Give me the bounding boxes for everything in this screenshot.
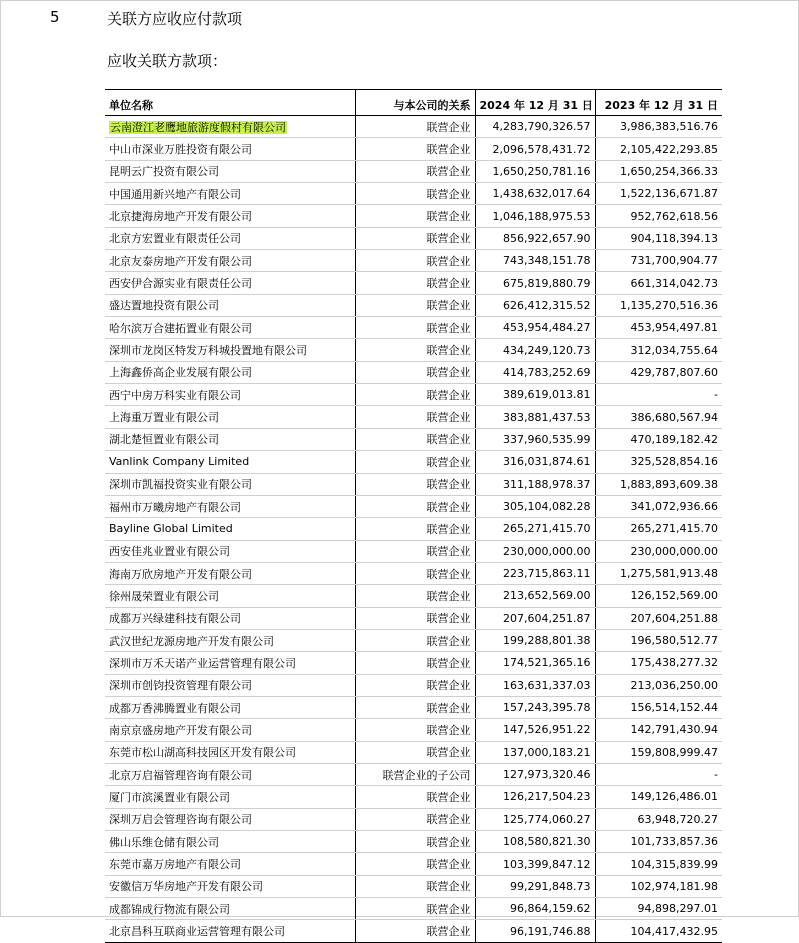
- cell-2023-amount: 1,650,254,366.33: [595, 160, 722, 182]
- cell-company-name: [105, 317, 355, 339]
- cell-2024-amount: 174,521,365.16: [475, 652, 595, 674]
- company-name-text: 成都锦成行物流有限公司: [109, 902, 230, 916]
- table-row: [105, 607, 722, 629]
- cell-relationship: 联营企业: [355, 808, 475, 830]
- cell-2024-amount: 2,096,578,431.72: [475, 138, 595, 160]
- cell-2024-amount: 199,288,801.38: [475, 629, 595, 651]
- cell-2024-amount: 414,783,252.69: [475, 361, 595, 383]
- cell-relationship: 联营企业: [355, 562, 475, 584]
- cell-relationship: 联营企业: [355, 540, 475, 562]
- cell-relationship: 联营企业: [355, 920, 475, 942]
- cell-relationship: 联营企业: [355, 741, 475, 763]
- cell-2024-amount: 337,960,535.99: [475, 428, 595, 450]
- cell-relationship: 联营企业: [355, 786, 475, 808]
- company-name-text: 徐州晟荣置业有限公司: [109, 589, 219, 603]
- table-row: [105, 786, 722, 808]
- cell-relationship: 联营企业: [355, 428, 475, 450]
- cell-2023-amount: 159,808,999.47: [595, 741, 722, 763]
- cell-relationship: 联营企业: [355, 116, 475, 138]
- table-row: [105, 250, 722, 272]
- cell-relationship: 联营企业: [355, 160, 475, 182]
- cell-2024-amount: 96,191,746.88: [475, 920, 595, 942]
- table-row: [105, 719, 722, 741]
- cell-relationship: 联营企业: [355, 495, 475, 517]
- cell-2023-amount: 175,438,277.32: [595, 652, 722, 674]
- company-name-text: 厦门市滨溪置业有限公司: [109, 790, 230, 804]
- cell-2024-amount: 96,864,159.62: [475, 898, 595, 920]
- cell-company-name: [105, 652, 355, 674]
- cell-relationship: 联营企业: [355, 585, 475, 607]
- cell-relationship: 联营企业: [355, 361, 475, 383]
- table-row: [105, 629, 722, 651]
- cell-relationship: 联营企业: [355, 384, 475, 406]
- cell-2024-amount: 626,412,315.52: [475, 294, 595, 316]
- cell-relationship: 联营企业: [355, 294, 475, 316]
- cell-2023-amount: 63,948,720.27: [595, 808, 722, 830]
- cell-company-name: [105, 294, 355, 316]
- cell-2024-amount: 453,954,484.27: [475, 317, 595, 339]
- company-name-text: 湖北楚恒置业有限公司: [109, 433, 219, 447]
- cell-2024-amount: 125,774,060.27: [475, 808, 595, 830]
- company-name-text: Bayline Global Limited: [109, 522, 233, 536]
- cell-2024-amount: 1,650,250,781.16: [475, 160, 595, 182]
- cell-relationship: 联营企业: [355, 339, 475, 361]
- cell-company-name: [105, 518, 355, 540]
- cell-2024-amount: 316,031,874.61: [475, 451, 595, 473]
- cell-2024-amount: 127,973,320.46: [475, 763, 595, 785]
- cell-relationship: 联营企业: [355, 518, 475, 540]
- cell-relationship: 联营企业: [355, 406, 475, 428]
- cell-2023-amount: 104,417,432.95: [595, 920, 722, 942]
- cell-2023-amount: 661,314,042.73: [595, 272, 722, 294]
- cell-company-name: [105, 495, 355, 517]
- cell-relationship: 联营企业: [355, 317, 475, 339]
- cell-2023-amount: 230,000,000.00: [595, 540, 722, 562]
- company-name-text: 北京方宏置业有限责任公司: [109, 232, 241, 246]
- cell-company-name: [105, 696, 355, 718]
- cell-company-name: [105, 384, 355, 406]
- table-row: [105, 317, 722, 339]
- header-company-name: 单位名称: [105, 90, 355, 116]
- cell-relationship: 联营企业: [355, 250, 475, 272]
- cell-company-name: [105, 272, 355, 294]
- cell-2024-amount: 675,819,880.79: [475, 272, 595, 294]
- cell-company-name: [105, 629, 355, 651]
- cell-2024-amount: 213,652,569.00: [475, 585, 595, 607]
- cell-2024-amount: 157,243,395.78: [475, 696, 595, 718]
- company-name-text: 北京万启福管理咨询有限公司: [109, 768, 252, 782]
- cell-2023-amount: -: [595, 384, 722, 406]
- company-name-text: 深圳市万禾天诺产业运营管理有限公司: [109, 656, 296, 670]
- table-row: [105, 384, 722, 406]
- cell-2023-amount: 1,275,581,913.48: [595, 562, 722, 584]
- receivables-table: [105, 89, 722, 943]
- cell-2024-amount: 305,104,082.28: [475, 495, 595, 517]
- cell-company-name: [105, 138, 355, 160]
- company-name-text: 北京捷海房地产开发有限公司: [109, 210, 252, 224]
- cell-company-name: [105, 160, 355, 182]
- cell-relationship: 联营企业: [355, 205, 475, 227]
- table-row: [105, 160, 722, 182]
- cell-2024-amount: 856,922,657.90: [475, 227, 595, 249]
- table-row: [105, 428, 722, 450]
- company-name-text: 上海重万置业有限公司: [109, 411, 219, 425]
- table-row: [105, 875, 722, 897]
- table-row: [105, 652, 722, 674]
- cell-2024-amount: 383,881,437.53: [475, 406, 595, 428]
- cell-2023-amount: 207,604,251.88: [595, 607, 722, 629]
- table-row: [105, 763, 722, 785]
- cell-company-name: [105, 607, 355, 629]
- cell-company-name: [105, 585, 355, 607]
- header-2023: 2023 年 12 月 31 日: [595, 90, 722, 116]
- cell-2023-amount: 265,271,415.70: [595, 518, 722, 540]
- company-name-text: 西安伊合源实业有限责任公司: [109, 277, 252, 291]
- table-row: [105, 808, 722, 830]
- company-name-text: 成都万香沸腾置业有限公司: [109, 701, 241, 715]
- table-row: [105, 696, 722, 718]
- company-name-text: 云南澄江老鹰地旅游度假村有限公司: [110, 120, 286, 134]
- company-name-text: 西宁中房万科实业有限公司: [109, 388, 241, 402]
- cell-2024-amount: 126,217,504.23: [475, 786, 595, 808]
- cell-2023-amount: 952,762,618.56: [595, 205, 722, 227]
- cell-2023-amount: 156,514,152.44: [595, 696, 722, 718]
- cell-company-name: [105, 875, 355, 897]
- cell-2023-amount: 904,118,394.13: [595, 227, 722, 249]
- cell-2023-amount: 731,700,904.77: [595, 250, 722, 272]
- company-name-text: 深圳万启会管理咨询有限公司: [109, 813, 252, 827]
- table-row: [105, 831, 722, 853]
- company-name-text: 中山市深业万胜投资有限公司: [109, 143, 252, 157]
- company-name-text: 成都万兴绿建科技有限公司: [109, 612, 241, 626]
- cell-company-name: [105, 473, 355, 495]
- company-name-text: 佛山乐维仓储有限公司: [109, 835, 219, 849]
- cell-2024-amount: 311,188,978.37: [475, 473, 595, 495]
- cell-company-name: [105, 183, 355, 205]
- cell-2023-amount: 386,680,567.94: [595, 406, 722, 428]
- cell-company-name: [105, 831, 355, 853]
- company-name-text: 武汉世纪龙源房地产开发有限公司: [109, 634, 274, 648]
- company-name-text: 福州市万曦房地产有限公司: [109, 500, 241, 514]
- cell-company-name: [105, 250, 355, 272]
- cell-relationship: 联营企业: [355, 674, 475, 696]
- cell-2023-amount: 470,189,182.42: [595, 428, 722, 450]
- cell-2023-amount: 1,135,270,516.36: [595, 294, 722, 316]
- company-name-text: 中国通用新兴地产有限公司: [109, 187, 241, 201]
- cell-2023-amount: 213,036,250.00: [595, 674, 722, 696]
- cell-company-name: [105, 227, 355, 249]
- company-name-text: 东莞市嘉万房地产有限公司: [109, 858, 241, 872]
- cell-company-name: [105, 719, 355, 741]
- company-name-text: 安徽信万华房地产开发有限公司: [109, 880, 263, 894]
- cell-company-name: [105, 763, 355, 785]
- cell-2024-amount: 230,000,000.00: [475, 540, 595, 562]
- cell-2023-amount: 453,954,497.81: [595, 317, 722, 339]
- table-row: [105, 406, 722, 428]
- cell-company-name: [105, 205, 355, 227]
- company-name-text: 深圳市凯福投资实业有限公司: [109, 478, 252, 492]
- cell-2024-amount: 163,631,337.03: [475, 674, 595, 696]
- company-name-text: 哈尔滨万合建拓置业有限公司: [109, 321, 252, 335]
- cell-company-name: [105, 116, 355, 138]
- table-row: [105, 272, 722, 294]
- cell-2024-amount: 137,000,183.21: [475, 741, 595, 763]
- cell-2023-amount: 429,787,807.60: [595, 361, 722, 383]
- cell-2024-amount: 147,526,951.22: [475, 719, 595, 741]
- cell-relationship: 联营企业: [355, 138, 475, 160]
- table-row: [105, 518, 722, 540]
- cell-relationship: 联营企业的子公司: [355, 763, 475, 785]
- cell-2023-amount: -: [595, 763, 722, 785]
- table-row: [105, 361, 722, 383]
- table-row: [105, 562, 722, 584]
- cell-2024-amount: 207,604,251.87: [475, 607, 595, 629]
- section-title: 关联方应收应付款项: [107, 10, 243, 28]
- cell-company-name: [105, 361, 355, 383]
- cell-relationship: 联营企业: [355, 607, 475, 629]
- cell-company-name: [105, 853, 355, 875]
- cell-2023-amount: 102,974,181.98: [595, 875, 722, 897]
- cell-2023-amount: 341,072,936.66: [595, 495, 722, 517]
- company-name-text: 东莞市松山湖高科技园区开发有限公司: [109, 746, 296, 760]
- cell-2024-amount: 265,271,415.70: [475, 518, 595, 540]
- cell-company-name: [105, 674, 355, 696]
- cell-relationship: 联营企业: [355, 227, 475, 249]
- cell-2023-amount: 1,883,893,609.38: [595, 473, 722, 495]
- cell-relationship: 联营企业: [355, 272, 475, 294]
- table-row: [105, 674, 722, 696]
- cell-company-name: [105, 406, 355, 428]
- company-name-text: 海南万欣房地产开发有限公司: [109, 567, 252, 581]
- table-row: [105, 495, 722, 517]
- table-row: [105, 138, 722, 160]
- cell-2023-amount: 2,105,422,293.85: [595, 138, 722, 160]
- cell-2024-amount: 108,580,821.30: [475, 831, 595, 853]
- cell-company-name: [105, 808, 355, 830]
- cell-relationship: 联营企业: [355, 629, 475, 651]
- company-name-text: 盛达置地投资有限公司: [109, 299, 219, 313]
- cell-2024-amount: 103,399,847.12: [475, 853, 595, 875]
- cell-relationship: 联营企业: [355, 473, 475, 495]
- company-name-text: 南京京盛房地产开发有限公司: [109, 723, 252, 737]
- cell-relationship: 联营企业: [355, 875, 475, 897]
- cell-2024-amount: 1,046,188,975.53: [475, 205, 595, 227]
- cell-company-name: [105, 562, 355, 584]
- cell-company-name: [105, 920, 355, 942]
- cell-company-name: [105, 741, 355, 763]
- company-name-text: 昆明云广投资有限公司: [109, 165, 219, 179]
- table-row: [105, 451, 722, 473]
- table-header-row: [105, 90, 722, 116]
- table-row: [105, 339, 722, 361]
- company-name-text: 西安佳兆业置业有限公司: [109, 545, 230, 559]
- cell-company-name: [105, 428, 355, 450]
- company-name-text: 北京昌科互联商业运营管理有限公司: [109, 925, 285, 939]
- cell-relationship: 联营企业: [355, 451, 475, 473]
- table-row: [105, 294, 722, 316]
- company-name-text: 上海鑫侨高企业发展有限公司: [109, 366, 252, 380]
- company-name-text: 北京友泰房地产开发有限公司: [109, 254, 252, 268]
- cell-2024-amount: 434,249,120.73: [475, 339, 595, 361]
- cell-relationship: 联营企业: [355, 831, 475, 853]
- table-row: [105, 183, 722, 205]
- company-name-text: Vanlink Company Limited: [109, 455, 250, 469]
- cell-relationship: 联营企业: [355, 183, 475, 205]
- table-row: [105, 540, 722, 562]
- cell-company-name: [105, 451, 355, 473]
- cell-2023-amount: 3,986,383,516.76: [595, 116, 722, 138]
- cell-2024-amount: 389,619,013.81: [475, 384, 595, 406]
- subsection-title: 应收关联方款项：: [107, 52, 228, 70]
- cell-2023-amount: 149,126,486.01: [595, 786, 722, 808]
- cell-2024-amount: 223,715,863.11: [475, 562, 595, 584]
- cell-2023-amount: 142,791,430.94: [595, 719, 722, 741]
- cell-2023-amount: 126,152,569.00: [595, 585, 722, 607]
- table-row: [105, 920, 722, 942]
- cell-2023-amount: 101,733,857.36: [595, 831, 722, 853]
- table-row: [105, 585, 722, 607]
- header-2024: 2024 年 12 月 31 日: [475, 90, 595, 116]
- cell-relationship: 联营企业: [355, 853, 475, 875]
- cell-2024-amount: 743,348,151.78: [475, 250, 595, 272]
- cell-company-name: [105, 540, 355, 562]
- company-name-text: 深圳市创钧投资管理有限公司: [109, 679, 252, 693]
- cell-company-name: [105, 339, 355, 361]
- table-row: [105, 741, 722, 763]
- section-number: 5: [50, 8, 60, 26]
- table-row: [105, 473, 722, 495]
- cell-relationship: 联营企业: [355, 652, 475, 674]
- company-name-text: 深圳市龙岗区特发万科城投置地有限公司: [109, 344, 307, 358]
- table-row: [105, 853, 722, 875]
- cell-2023-amount: 1,522,136,671.87: [595, 183, 722, 205]
- cell-2023-amount: 196,580,512.77: [595, 629, 722, 651]
- cell-relationship: 联营企业: [355, 719, 475, 741]
- cell-2023-amount: 104,315,839.99: [595, 853, 722, 875]
- cell-2023-amount: 312,034,755.64: [595, 339, 722, 361]
- cell-2024-amount: 4,283,790,326.57: [475, 116, 595, 138]
- cell-relationship: 联营企业: [355, 898, 475, 920]
- cell-relationship: 联营企业: [355, 696, 475, 718]
- table-row: [105, 116, 722, 138]
- cell-2023-amount: 94,898,297.01: [595, 898, 722, 920]
- header-relationship: 与本公司的关系: [355, 90, 475, 116]
- table-row: [105, 227, 722, 249]
- cell-2024-amount: 99,291,848.73: [475, 875, 595, 897]
- cell-2024-amount: 1,438,632,017.64: [475, 183, 595, 205]
- cell-2023-amount: 325,528,854.16: [595, 451, 722, 473]
- cell-company-name: [105, 786, 355, 808]
- table-row: [105, 205, 722, 227]
